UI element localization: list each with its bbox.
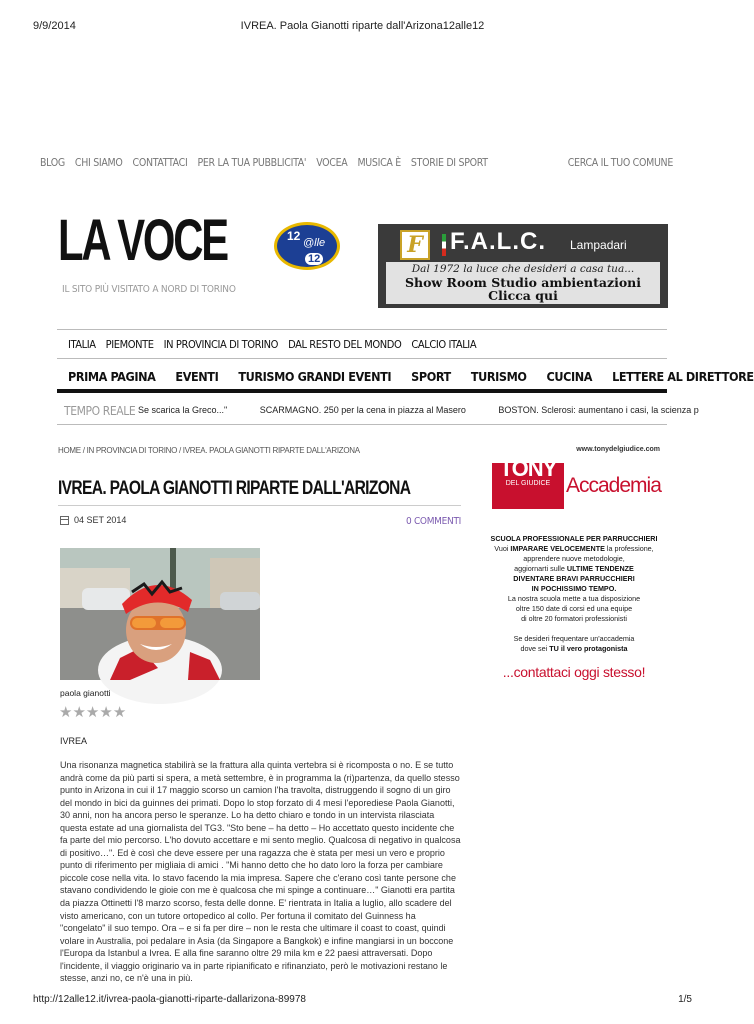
- ticker-item[interactable]: BOSTON. Sclerosi: aumentano i casi, la scienza p: [498, 405, 699, 415]
- primary-nav: [68, 338, 476, 351]
- tony-ad-cta: ...contattaci oggi stesso!: [502, 664, 646, 680]
- nav-turismo[interactable]: TURISMO: [470, 369, 527, 384]
- tony-ad-line: apprendere nuove metodologie,: [523, 554, 625, 563]
- print-footer-url: http://12alle12.it/ivrea-paola-gianotti-riparte-dallarizona-89978: [33, 994, 306, 1005]
- tony-ad-line: la professione,: [604, 544, 654, 553]
- print-page-title: IVREA. Paola Gianotti riparte dall'Arizona12alle12: [240, 20, 485, 32]
- secondary-nav: [68, 369, 754, 384]
- top-nav: [40, 157, 488, 169]
- top-nav-chi-siamo[interactable]: CHI SIAMO: [74, 157, 123, 169]
- top-nav-storie-di-sport[interactable]: STORIE DI SPORT: [410, 157, 488, 169]
- tony-logo-name: TONY: [499, 456, 557, 481]
- tony-ad-line: Se desideri frequentare un'accademia: [513, 634, 635, 643]
- star-icon[interactable]: ★: [99, 704, 112, 721]
- nav-lettere-al-direttore[interactable]: LETTERE AL DIRETTORE: [612, 369, 754, 384]
- article-title: IVREA. PAOLA GIANOTTI RIPARTE DALL'ARIZONA: [58, 478, 411, 499]
- calendar-icon: [60, 516, 69, 525]
- tony-accademia-ad[interactable]: [488, 446, 660, 686]
- ticker-item[interactable]: Se scarica la Greco...": [138, 405, 228, 415]
- falc-band: [386, 262, 660, 304]
- tony-ad-line: aggiornarti sulle: [514, 564, 567, 573]
- search-comune-link[interactable]: CERCA IL TUO COMUNE: [567, 157, 673, 169]
- top-nav-pubblicita[interactable]: PER LA TUA PUBBLICITA': [197, 157, 307, 169]
- print-date: 9/9/2014: [33, 20, 76, 32]
- nav-turismo-grandi-eventi[interactable]: TURISMO GRANDI EVENTI: [238, 369, 392, 384]
- nav-piemonte[interactable]: PIEMONTE: [105, 338, 154, 351]
- top-nav-vocea[interactable]: VOCEA: [316, 157, 348, 169]
- falc-motto: Dal 1972 la luce che desideri a casa tua...: [411, 263, 635, 275]
- tony-ad-line: IMPARARE VELOCEMENTE: [510, 544, 605, 553]
- comments-link[interactable]: 0 COMMENTI: [405, 516, 461, 527]
- ticker-divider: [57, 424, 667, 425]
- tony-ad-line: dove sei: [520, 644, 550, 653]
- news-ticker: [138, 405, 699, 419]
- photo-caption: paola gianotti: [60, 688, 111, 698]
- falc-subtitle: Lampadari: [570, 238, 627, 252]
- tony-ad-line: di oltre 20 formatori professionisti: [521, 614, 627, 623]
- nav-sport[interactable]: SPORT: [411, 369, 451, 384]
- ticker-item[interactable]: SCARMAGNO. 250 per la cena in piazza al Masero: [259, 405, 466, 415]
- tony-ad-line: oltre 150 date di corsi ed una equipe: [515, 604, 633, 613]
- tony-accademia-label: Accademia: [566, 474, 661, 497]
- falc-line-1: Show Room Studio ambientazioni: [404, 275, 642, 290]
- breadcrumb[interactable]: HOME / IN PROVINCIA DI TORINO / IVREA. PAOLA GIANOTTI RIPARTE DALL'ARIZONA: [58, 446, 360, 455]
- logo-badge-mid: @lle: [303, 237, 326, 249]
- tony-ad-line: IN POCHISSIMO TEMPO.: [531, 584, 617, 593]
- top-nav-musica[interactable]: MUSICA È: [357, 157, 401, 169]
- nav-divider: [57, 329, 667, 330]
- logo-badge-bottom: 12: [305, 253, 323, 265]
- article-body: Una risonanza magnetica stabilirà se la frattura alla quinta vertebra si è ricomposta o no. E se tutto andrà come da più parti si spera, a metà settembre, è in programma la (ri)partenza, da quello stesso punto in Arizona in cui il 17 maggio scorso un camion l'ha travolta, distruggendo il sogno di un giro del mondo in bici da guinnes dei primati. Dopo lo stop forzato di 4 mesi l'eporediese Paola Gianotti, 30 anni, non ha ancora perso le speranze. Lo ha detto chiaro e tondo in un intervista rilasciata questa estate ad una giornalista del TG3. "Sto bene – ha detto – Ho accettato questo incidente che fa parte del mio percorso. L'ho dovuto accettare e mi sento meglio. Qualcosa di negativo in qualcosa di positivo…". Ed è così che deve essere per una ragazza che è stata per mesi un vero e proprio punto di riferimento per migliaia di amici . "Mi hanno detto che ho dato loro la forza per cambiare piccole cose nella vita. Io stavo facendo la mia impresa. Sapere che c'erano così tante persone che stavano condividendo le gioie con me è qualcosa che mi spinge a continuare…" Gianotti era partita da piazza Ottinetti l'8 marzo scorso, festa delle donne. E' rientrata in Italia a luglio, allo scadere del visto americano, con un tutore ortopedico al collo. Per fortuna il comitato del Guinness ha "congelato" il suo tempo. Ora – e si fa per dire – non le resta che ultimare il coast to coast, quindi volare in Australia, poi pedalare in Asia (da Singapore a Bangkok) e infine mangiarsi in un boccone l'Europa da Istanbul a Ivrea. E alla fine saranno oltre 29 mila km e 22 paesi attraversati. Dopo l'incidente, il viaggio originario va in parte ripianificato e rifinanziato, però le motivazioni restano le stesse, anzi no, ce n'è una in più.: [60, 760, 461, 984]
- nav-calcio-italia[interactable]: CALCIO ITALIA: [411, 338, 477, 351]
- tony-ad-line: TU il vero protagonista: [549, 644, 628, 653]
- nav-italia[interactable]: ITALIA: [68, 338, 96, 351]
- falc-showroom: [386, 276, 660, 302]
- star-icon[interactable]: ★: [112, 704, 126, 721]
- falc-banner-ad[interactable]: [378, 224, 668, 308]
- nav-prima-pagina[interactable]: PRIMA PAGINA: [68, 369, 156, 384]
- tony-ad-headline: SCUOLA PROFESSIONALE PER PARRUCCHIERI: [490, 534, 658, 543]
- star-icon[interactable]: ★: [59, 704, 72, 721]
- print-page-number: 1/5: [678, 994, 692, 1005]
- nav-provincia-torino[interactable]: IN PROVINCIA DI TORINO: [163, 338, 279, 351]
- site-logo[interactable]: LA VOCE: [58, 208, 227, 273]
- rating-stars[interactable]: [59, 703, 125, 721]
- site-tagline: IL SITO PIÙ VISITATO A NORD DI TORINO: [62, 284, 236, 295]
- nav-thick-divider: [57, 389, 667, 393]
- italian-flag-icon: [442, 234, 446, 256]
- top-nav-contattaci[interactable]: CONTATTACI: [132, 157, 188, 169]
- star-icon[interactable]: ★: [72, 704, 85, 721]
- logo-badge[interactable]: [274, 222, 340, 270]
- tony-ad-line: Vuoi: [494, 544, 511, 553]
- article-photo[interactable]: [60, 548, 260, 680]
- nav-resto-del-mondo[interactable]: DAL RESTO DEL MONDO: [288, 338, 402, 351]
- falc-logo-icon: F: [400, 230, 430, 260]
- falc-line-2: Clicca qui: [488, 288, 558, 303]
- nav-eventi[interactable]: EVENTI: [175, 369, 219, 384]
- star-icon[interactable]: ★: [85, 704, 99, 721]
- cyclist-photo-illustration: [60, 548, 260, 680]
- nav-cucina[interactable]: CUCINA: [546, 369, 593, 384]
- article-date: 04 SET 2014: [74, 515, 127, 525]
- article-place: IVREA: [60, 736, 88, 746]
- tony-ad-copy: [488, 534, 660, 654]
- logo-badge-top: 12: [287, 229, 301, 243]
- nav-divider: [57, 358, 667, 359]
- tony-ad-line: DIVENTARE BRAVI PARRUCCHIERI: [513, 574, 635, 583]
- title-divider: [58, 505, 461, 506]
- tony-ad-line: ULTIME TENDENZE: [566, 564, 634, 573]
- tony-logo-surname: DEL GIUDICE: [505, 480, 551, 487]
- falc-name: F.A.L.C.: [450, 228, 546, 255]
- tony-ad-line: La nostra scuola mette a tua disposizione: [507, 594, 641, 603]
- tony-ad-url: www.tonydelgiudice.com: [576, 446, 660, 453]
- ticker-label: TEMPO REALE: [64, 404, 136, 418]
- top-nav-blog[interactable]: BLOG: [40, 157, 65, 169]
